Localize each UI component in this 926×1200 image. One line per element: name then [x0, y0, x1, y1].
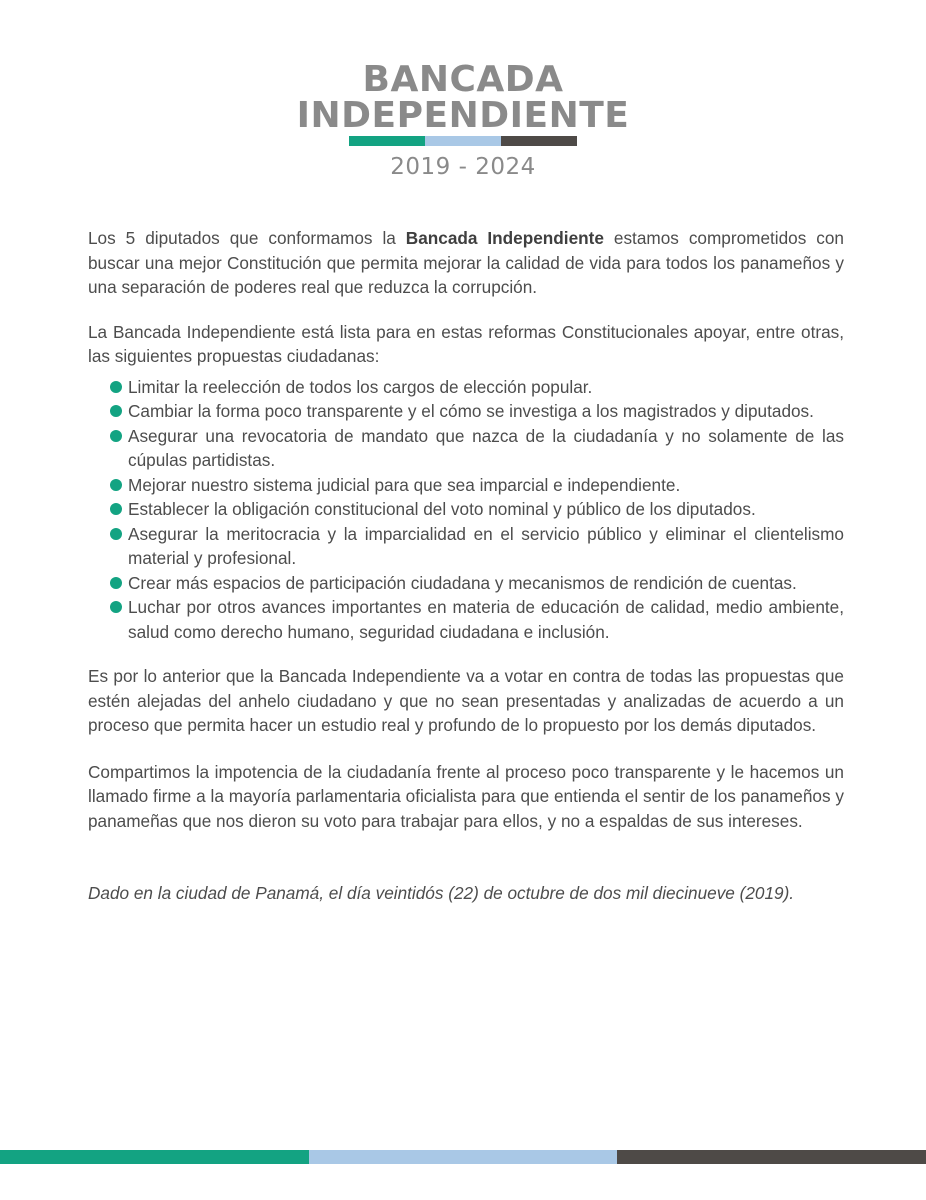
bullet-dot-icon	[110, 405, 122, 417]
bullet-dot-icon	[110, 479, 122, 491]
list-item-text: Crear más espacios de participación ciudadana y mecanismos de rendición de cuentas.	[128, 572, 797, 593]
bullet-dot-icon	[110, 601, 122, 613]
list-item	[88, 522, 844, 571]
list-item	[88, 424, 844, 473]
logo-bar-dark	[501, 136, 577, 146]
logo-bar-green	[349, 136, 425, 146]
position-paragraph: Es por lo anterior que la Bancada Independiente va a votar en contra de todas las propuestas que estén alejadas del anhelo ciudadano y que no sean presentadas y analizadas de acuerdo a un proceso que permita hacer un estudio real y profundo de lo propuesto por los demás diputados.	[88, 666, 844, 735]
list-item-text: Asegurar una revocatoria de mandato que nazca de la ciudadanía y no solamente de las cúpulas partidistas.	[128, 425, 844, 470]
bullet-dot-icon	[110, 381, 122, 393]
logo-years: 2019 - 2024	[390, 154, 536, 180]
footer-bar-dark	[617, 1150, 926, 1164]
list-item	[88, 571, 844, 596]
logo-title-line2: INDEPENDIENTE	[296, 95, 630, 136]
bullet-dot-icon	[110, 577, 122, 589]
proposals-list	[88, 375, 844, 645]
statement-body	[88, 226, 844, 906]
call-paragraph: Compartimos la impotencia de la ciudadanía frente al proceso poco transparente y le hacemos un llamado firme a la mayoría parlamentaria oficialista para que entienda el sentir de los panameños y panameñas que nos dieron su voto para trabajar para ellos, y no a espaldas de sus intereses.	[88, 761, 844, 831]
list-item	[88, 497, 844, 522]
bullet-dot-icon	[110, 528, 122, 540]
list-item	[88, 473, 844, 498]
lead-paragraph: La Bancada Independiente está lista para en estas reformas Constitucionales apoyar, entre otras, las siguientes propuestas ciudadanas:	[88, 321, 844, 366]
list-item-text: Establecer la obligación constitucional del voto nominal y público de los diputados.	[128, 499, 756, 519]
intro-text-before: Los 5 diputados que conformamos la	[88, 228, 406, 248]
footer-bar-green	[0, 1150, 309, 1164]
logo-title-line1: BANCADA	[362, 59, 564, 100]
logo-color-bars	[349, 136, 577, 146]
intro-text-after: estamos comprometidos con buscar una mejor Constitución que permita mejorar la calidad de vida para todos los panameños y una separación de poderes real que reduzca la corrupción.	[88, 228, 844, 297]
footer-bar-blue	[309, 1150, 618, 1164]
list-item	[88, 595, 844, 644]
bullet-dot-icon	[110, 430, 122, 442]
list-item-text: Luchar por otros avances importantes en materia de educación de calidad, medio ambiente, salud como derecho humano, seguridad ciudadana e inclusión.	[128, 597, 844, 642]
closing-dateline: Dado en la ciudad de Panamá, el día veintidós (22) de octubre de dos mil diecinueve (2019).	[88, 883, 795, 903]
logo-bar-blue	[425, 136, 501, 146]
list-item	[88, 399, 844, 424]
intro-bold-name: Bancada Independiente	[405, 228, 604, 248]
list-item-text: Cambiar la forma poco transparente y el cómo se investiga a los magistrados y diputados.	[128, 401, 814, 421]
list-item-text: Mejorar nuestro sistema judicial para que sea imparcial e independiente.	[128, 474, 681, 495]
intro-paragraph	[88, 226, 844, 300]
list-item-text: Limitar la reelección de todos los cargos de elección popular.	[128, 376, 593, 397]
list-item-text: Asegurar la meritocracia y la imparcialidad en el servicio público y eliminar el clientelismo material y profesional.	[128, 523, 844, 568]
letterhead-logo	[0, 59, 926, 180]
footer-color-bar	[0, 1150, 926, 1164]
bullet-dot-icon	[110, 503, 122, 515]
list-item	[88, 375, 844, 400]
